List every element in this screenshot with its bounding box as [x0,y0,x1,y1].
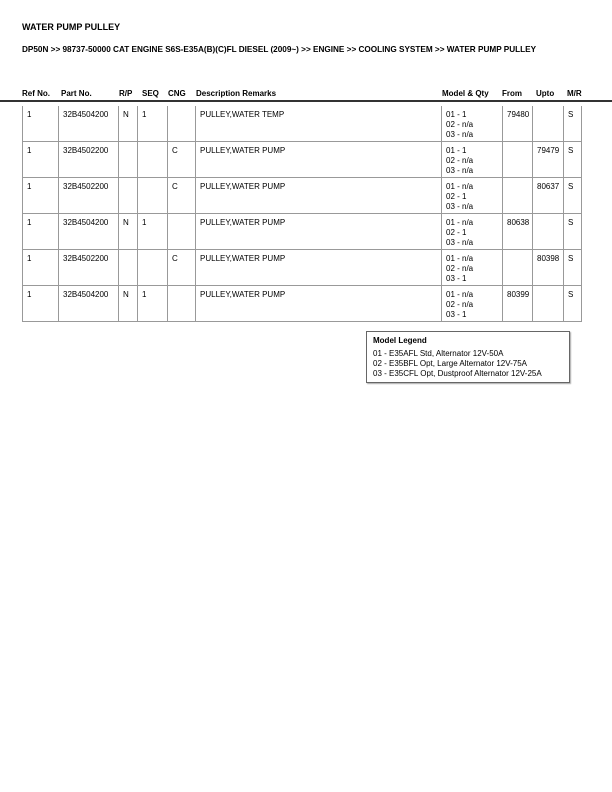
cell-mr: S [568,110,574,119]
cell-upto: 80637 [533,178,564,213]
cell-cng: C [168,142,196,177]
cell-part: 32B4502200 [59,178,119,213]
cell-model [442,286,503,321]
model-qty-line: 02 - n/a [446,300,474,309]
cell-model [442,142,503,177]
cell-mr: S [568,146,574,155]
cell-rp: N [119,106,138,141]
cell-desc: PULLEY,WATER PUMP [196,286,442,321]
cell-ref: 1 [23,106,59,141]
header-mr: M/R [567,89,582,98]
cell-part: 32B4504200 [59,214,119,249]
legend-item: 02 - E35BFL Opt, Large Alternator 12V-75A [373,359,528,368]
cell-model [442,214,503,249]
cell-part: 32B4502200 [59,250,119,285]
table-row [22,142,582,178]
header-model: Model & Qty [442,89,489,98]
cell-from [503,142,533,177]
cell-upto: 79479 [533,142,564,177]
cell-model [442,106,503,141]
cell-part: 32B4504200 [59,286,119,321]
cell-from [503,178,533,213]
cell-cng [168,214,196,249]
model-qty-line: 02 - 1 [446,192,467,201]
model-qty-line: 02 - n/a [446,120,474,129]
model-qty-line: 03 - n/a [446,238,474,247]
legend-item: 03 - E35CFL Opt, Dustproof Alternator 12V-25A [373,369,542,378]
cell-upto [533,214,564,249]
model-qty-line: 01 - n/a [446,182,474,191]
cell-seq [138,178,168,213]
table-row [22,178,582,214]
cell-from: 80399 [503,286,533,321]
cell-desc: PULLEY,WATER PUMP [196,178,442,213]
header-ref: Ref No. [22,89,50,98]
header-upto: Upto [536,89,555,98]
header-desc: Description Remarks [196,89,277,98]
model-qty-line: 03 - n/a [446,202,474,211]
cell-model [442,250,503,285]
legend-item: 01 - E35AFL Std, Alternator 12V-50A [373,349,504,358]
cell-seq: 1 [138,106,168,141]
cell-rp: N [119,286,138,321]
breadcrumb: DP50N >> 98737-50000 CAT ENGINE S6S-E35A(B)(C)FL DIESEL (2009~) >> ENGINE >> COOLING SYSTEM >> WATER PUMP PULLEY [22,45,537,54]
cell-mr: S [568,290,574,299]
table-row [22,250,582,286]
cell-ref: 1 [23,250,59,285]
model-qty-line: 02 - 1 [446,228,467,237]
cell-upto [533,286,564,321]
table-row [22,286,582,322]
cell-rp [119,142,138,177]
cell-desc: PULLEY,WATER PUMP [196,214,442,249]
cell-mr: S [568,182,574,191]
model-qty-line: 01 - 1 [446,146,467,155]
cell-ref: 1 [23,142,59,177]
table-row [22,214,582,250]
cell-cng: C [168,250,196,285]
cell-from: 79480 [503,106,533,141]
model-legend [366,331,570,383]
cell-upto: 80398 [533,250,564,285]
model-qty-line: 01 - n/a [446,290,474,299]
cell-ref: 1 [23,214,59,249]
model-qty-line: 01 - n/a [446,254,474,263]
cell-desc: PULLEY,WATER PUMP [196,142,442,177]
cell-rp [119,178,138,213]
cell-upto [533,106,564,141]
model-qty-line: 01 - n/a [446,218,474,227]
cell-seq: 1 [138,286,168,321]
model-qty-line: 03 - 1 [446,274,467,283]
header-seq: SEQ [142,89,159,98]
cell-seq [138,250,168,285]
cell-part: 32B4504200 [59,106,119,141]
cell-rp [119,250,138,285]
model-qty-line: 03 - n/a [446,130,474,139]
model-qty-line: 02 - n/a [446,264,474,273]
cell-from [503,250,533,285]
header-rp: R/P [119,89,133,98]
cell-desc: PULLEY,WATER TEMP [196,106,442,141]
cell-seq [138,142,168,177]
model-qty-line: 02 - n/a [446,156,474,165]
header-divider [0,100,612,102]
cell-ref: 1 [23,178,59,213]
header-cng: CNG [168,89,186,98]
header-part: Part No. [61,89,92,98]
cell-cng [168,286,196,321]
cell-mr: S [568,218,574,227]
cell-cng: C [168,178,196,213]
parts-table [22,106,582,322]
cell-mr: S [568,254,574,263]
cell-desc: PULLEY,WATER PUMP [196,250,442,285]
model-qty-line: 03 - 1 [446,310,467,319]
table-row [22,106,582,142]
cell-model [442,178,503,213]
cell-ref: 1 [23,286,59,321]
cell-seq: 1 [138,214,168,249]
page-title: WATER PUMP PULLEY [22,22,121,32]
model-qty-line: 01 - 1 [446,110,467,119]
cell-cng [168,106,196,141]
legend-title: Model Legend [373,336,427,345]
cell-rp: N [119,214,138,249]
cell-part: 32B4502200 [59,142,119,177]
header-from: From [502,89,522,98]
model-qty-line: 03 - n/a [446,166,474,175]
cell-from: 80638 [503,214,533,249]
